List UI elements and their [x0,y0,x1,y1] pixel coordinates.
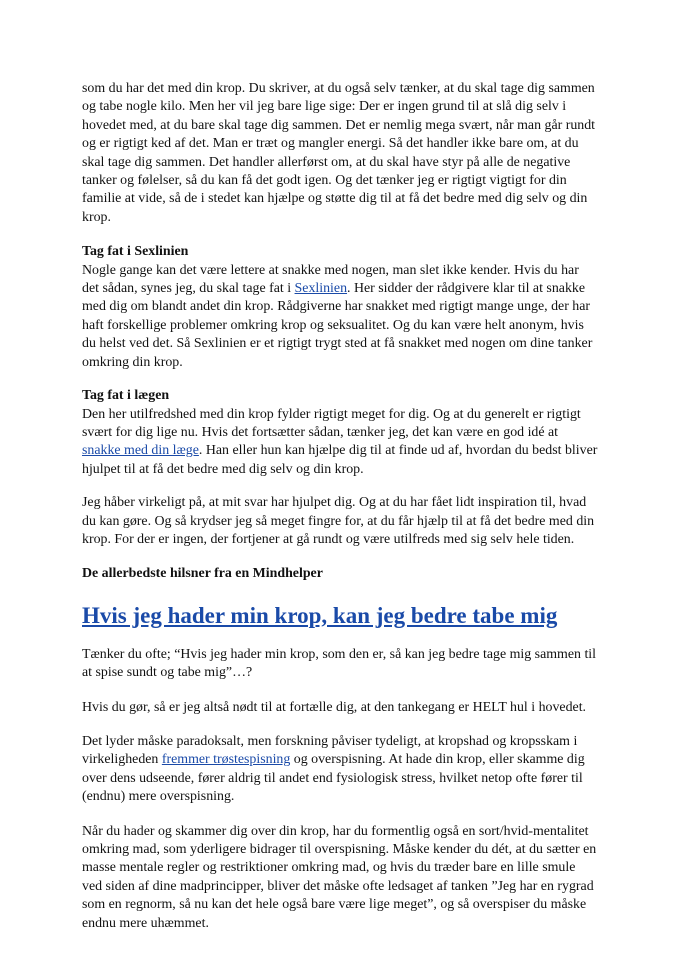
section-sexlinien [82,243,598,372]
article-paragraph-4: Når du hader og skammer dig over din krop, har du formentlig også en sort/hvid-mentalitet omkring mad, som yderligere bidrager til overspisning. Måske kender du dét, at du sætter en masse mentale regler og restriktioner omkring mad, og hvis du træder bare en lille smule ved siden af dine madprincipper, bliver det måske ofte ledsaget af tanken ”Jeg har en rygrad som en regnorm, så nu kan det hele også bare være lige meget”, og så overspiser du måske endnu mere uhæmmet. [82,823,597,931]
section-heading-laegen: Tag fat i lægen [82,388,170,404]
sexlinien-link[interactable]: Sexlinien [294,281,348,297]
troestespisning-link[interactable]: fremmer trøstespisning [161,752,291,768]
intro-paragraph: som du har det med din krop. Du skriver, at du også selv tænker, at du skal tage dig sammen og tabe nogle kilo. Men her vil jeg bare lige sige: Der er ingen grund til at slå dig selv i hovedet med, at du bare skal tage dig sammen. Det er nemlig mega svært, når man går rundt og er rigtigt ked af det. Man er træt og mangler energi. Så det handler ikke bare om, at du skal tage dig sammen. Det handler allerførst om, at du skal have styr på alle de negative tanker og følelser, så du kan få det godt igen. Og det tænker jeg er rigtigt vigtigt for din familie at vide, så de i stedet kan hjælpe og støtte dig til at få det bedre med dig selv og din krop. [82,81,596,225]
article-paragraph-3 [82,733,598,807]
closing-paragraph: Jeg håber virkeligt på, at mit svar har hjulpet dig. Og at du har fået lidt inspiration til, hvad du kan gøre. Og så krydser jeg så meget fingre for, at du får hjælp til at få det bedre med din krop. For der er ingen, der fortjener at gå rundt og være utilfreds med sig selv hele tiden. [82,495,595,547]
article-p3-text-after: og overspisning. At hade din krop, eller skamme dig over dens udseende, fører aldrig til andet end fysiologisk stress, hvilket netop ofte fører til (endnu) mere overspisning. [82,752,585,805]
laegen-link[interactable]: snakke med din læge [82,443,199,459]
article-paragraph-2: Hvis du gør, så er jeg altså nødt til at fortælle dig, at den tankegang er HELT hul i hovedet. [82,699,587,715]
article-title-link[interactable]: Hvis jeg hader min krop, kan jeg bedre tabe mig [82,602,558,628]
sexlinien-text-before: Nogle gange kan det være lettere at snakke med nogen, man slet ikke kender. Hvis du har det sådan, synes jeg, du skal tage fat i [82,262,579,297]
laegen-text-after: . Han eller hun kan hjælpe dig til at finde ud af, hvordan du bedst bliver hjulpet til at få det bedre med dig selv og din krop. [82,443,598,477]
article-p3-text-before: Det lyder måske paradoksalt, men forskning påviser tydeligt, at kropshad og kropsskam i virkeligheden [82,733,578,768]
sexlinien-paragraph [82,262,598,372]
laegen-paragraph [82,406,598,480]
article-paragraph-1: Tænker du ofte; “Hvis jeg hader min krop, som den er, så kan jeg bedre tage mig sammen til at spise sundt og tabe mig”…? [82,646,597,681]
sexlinien-text-after: . Her sidder der rådgivere klar til at snakke med dig om blandt andet din krop. Rådgiverne har snakket med rigtigt mange unge, der har haft forskellige problemer omkring krop og seksualitet. Og du kan være helt anonym, hvis du helst ved det. Så Sexlinien er et rigtigt trygt sted at få snakket med nogen om dine tanker omkring din krop. [82,281,593,370]
laegen-text-before: Den her utilfredshed med din krop fylder rigtigt meget for dig. Og at du generelt er rigtigt svært for dig lige nu. Hvis det fortsætter sådan, tænker jeg, det kan være en god idé at [82,406,581,440]
section-heading-sexlinien: Tag fat i Sexlinien [82,244,189,260]
section-laegen [82,387,598,479]
signoff: De allerbedste hilsner fra en Mindhelper [82,566,323,582]
